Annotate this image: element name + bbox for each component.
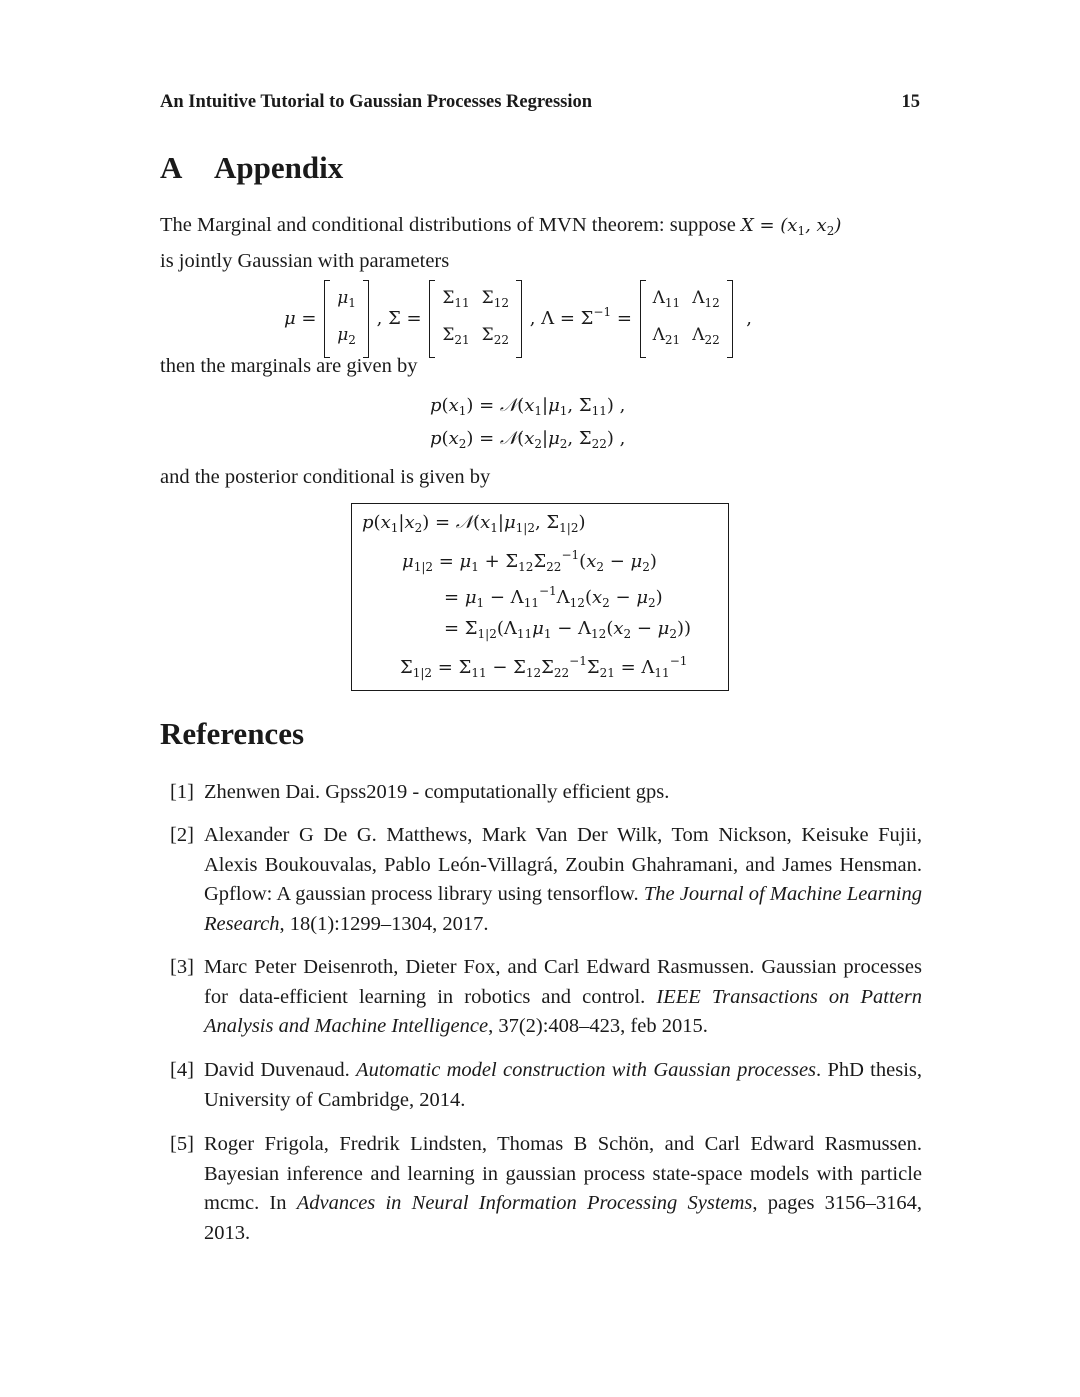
reference-label: [1] [170,781,194,803]
page-number: 15 [901,92,920,112]
reference-label: [4] [170,1059,194,1081]
reference-item [160,953,922,1042]
marginal-x2-equation: $p(x_2)$ = $𝒩(x_2|\mu_2$, $\Sigma_{22}$) , [430,428,626,451]
reference-item [160,778,922,808]
posterior-mean-equation-2: = $\mu_1 - \Lambda_{11}^{-1}\Lambda_{12}(x_2 - \mu_2)$ [444,584,663,610]
reference-label: [2] [170,824,194,846]
reference-text: Alexander G De G. Matthews, Mark Van Der Wilk, Tom Nickson, Keisuke Fujii, Alexis Boukouvalas, Pablo León-Villagrá, Zoubin Ghahramani, and James Hensman. Gpflow: A gaussian process library using tensorflow. The Journal of Machine Learning Research, 18(1):1299–1304, 2017. [204,824,922,935]
reference-item [160,821,922,939]
reference-venue: Advances in Neural Information Processing Systems [296,1192,753,1214]
intro-line-1: The Marginal and conditional distributions of MVN theorem: suppose [160,214,736,236]
intro-line-2: is jointly Gaussian with parameters [160,249,450,272]
posterior-mean-equation-3: = $\Sigma_{1|2}(\Lambda_{11}\mu_1 - \Lambda_{12}(x_2 - \mu_2))$ [444,618,692,641]
reference-text: Roger Frigola, Fredrik Lindsten, Thomas B Schön, and Carl Edward Rasmussen. Bayesian inference and learning in gaussian process state-space models with particle mcmc. In Advances in Neural Information Processing Systems, pages 3156–3164, 2013. [204,1133,923,1244]
reference-item [160,1056,922,1115]
reference-venue: IEEE Transactions on Pattern Analysis and Machine Intelligence [204,985,922,1037]
reference-item [160,1130,922,1248]
running-head [160,92,920,118]
references-heading: References [160,716,305,751]
section-heading [160,150,343,186]
marginal-x1-equation: $p(x_1)$ = $𝒩(x_1|\mu_1$, $\Sigma_{11}$) , [430,395,626,418]
reference-venue: The Journal of Machine Learning Research [204,883,922,935]
running-title: An Intuitive Tutorial to Gaussian Processes Regression [160,92,593,112]
posterior-box [351,503,729,691]
reference-label: [3] [170,956,194,978]
intro-variable: $X = (x_1$, $x_2$) [740,215,842,238]
reference-venue: Automatic model construction with Gaussian processes [356,1059,817,1081]
section-number: A [160,150,183,185]
parameter-equation: μ = $\mu_1$ $\mu_2$ , Σ = $\Sigma_{11}$ $\Sigma_{12}$ $\Sigma_{21}$ $\Sigma_{22}$ , $\Lambda = \Sigma^{-1}$ = $\Lambda_{11}$ $\Lambda_{12}$ $\Lambda_{21}$ $\Lambda_{22}$ , [284,280,752,358]
section-title: Appendix [214,150,344,185]
reference-label: [5] [170,1133,194,1155]
reference-text: Marc Peter Deisenroth, Dieter Fox, and Carl Edward Rasmussen. Gaussian processes for data-efficient learning in robotics and control. IEEE Transactions on Pattern Analysis and Machine Intelligence, 37(2):408–423, feb 2015. [204,956,922,1037]
reference-text: David Duvenaud. Automatic model construction with Gaussian processes. PhD thesis, University of Cambridge, 2014. [204,1059,922,1111]
reference-text: Zhenwen Dai. Gpss2019 - computationally efficient gps. [204,781,670,803]
posterior-intro: and the posterior conditional is given by [160,466,491,488]
posterior-covariance-equation: $\Sigma_{1|2} = \Sigma_{11} - \Sigma_{12}\Sigma_{22}^{-1}\Sigma_{21} = \Lambda_{11}^{-1}$ [400,654,688,680]
posterior-equation: $p(x_1|x_2)$ = $𝒩(x_1|\mu_{1|2}$, $\Sigma_{1|2}$) [362,512,586,535]
marginals-intro: then the marginals are given by [160,355,418,377]
intro-paragraph [160,211,922,276]
posterior-mean-equation: $\mu_{1|2} = \mu_1 + \Sigma_{12}\Sigma_{22}^{-1}(x_2 - \mu_2)$ [402,548,657,574]
